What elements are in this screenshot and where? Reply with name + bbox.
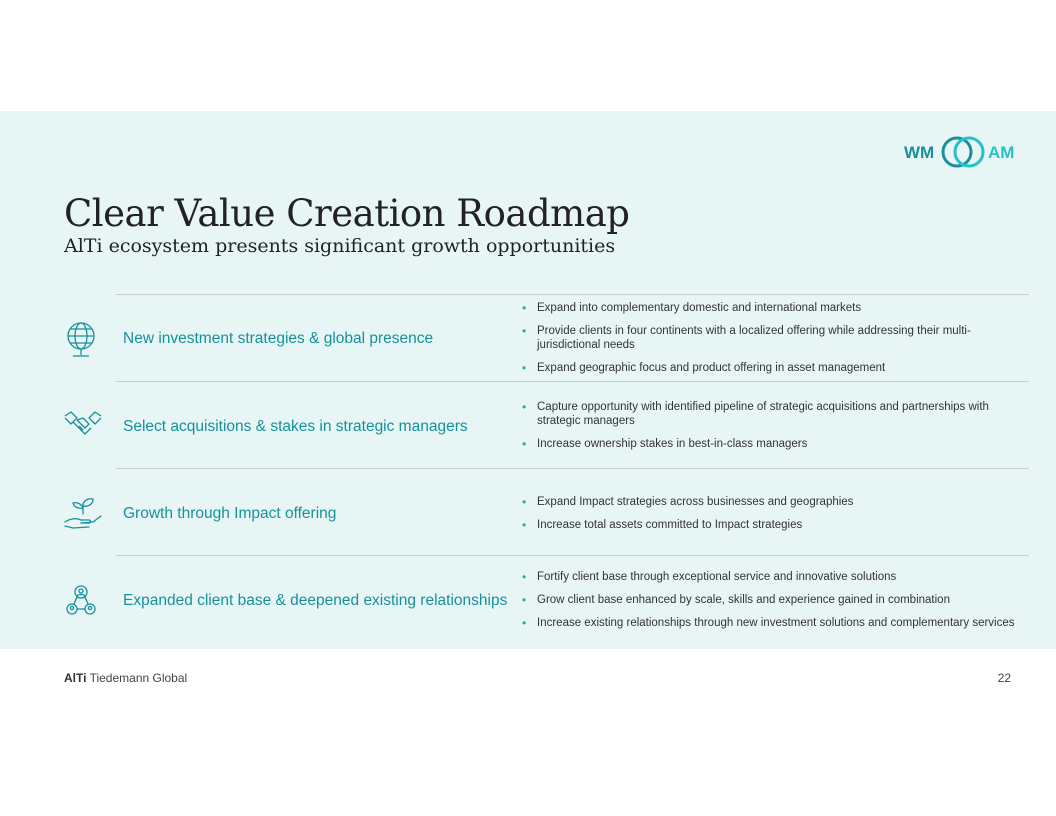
page-title: Clear Value Creation Roadmap [64,192,630,235]
handshake-icon [63,410,99,446]
list-item: • Capture opportunity with identified pipeline of strategic acquisitions and partnerships with strategic managers [522,400,1027,428]
footer-brand [64,671,187,685]
list-item: • Increase existing relationships through new investment solutions and complementary services [522,616,1027,630]
row-divider [116,468,1029,469]
bullet-list-client-base [522,570,1027,639]
list-item: • Provide clients in four continents with a localized offering while addressing their multi-jurisdictional needs [522,324,1027,352]
list-item: • Expand into complementary domestic and international markets [522,301,1027,315]
list-item: • Increase ownership stakes in best-in-class managers [522,437,1027,451]
page-number: 22 [997,671,1011,685]
row-label-impact: Growth through Impact offering [123,505,337,522]
list-item: • Expand geographic focus and product offering in asset management [522,361,1027,375]
logo-am-text: AM [988,143,1015,162]
page-subtitle: AlTi ecosystem presents significant growth opportunities [64,235,616,257]
footer-brand-bold: AlTi [64,671,87,685]
bullet-list-acquisitions [522,400,1027,460]
row-label-acquisitions: Select acquisitions & stakes in strategic managers [123,418,468,435]
row-divider [116,555,1029,556]
row-divider [116,294,1029,295]
sprout-hand-icon [63,496,99,532]
list-item: • Increase total assets committed to Impact strategies [522,518,1027,532]
row-label-client-base: Expanded client base & deepened existing relationships [123,592,508,609]
people-network-icon [63,584,99,620]
list-item: • Expand Impact strategies across businesses and geographies [522,495,1027,509]
wm-am-logo [904,135,1024,169]
globe-icon [63,320,99,356]
row-label-global-presence: New investment strategies & global presence [123,330,434,347]
footer-brand-rest: Tiedemann Global [86,671,188,685]
list-item: • Fortify client base through exceptional service and innovative solutions [522,570,1027,584]
bullet-list-impact [522,495,1027,541]
logo-wm-text: WM [904,143,935,162]
list-item: • Grow client base enhanced by scale, skills and experience gained in combination [522,593,1027,607]
bullet-list-global-presence [522,301,1027,384]
interlocking-rings-icon [940,135,986,169]
